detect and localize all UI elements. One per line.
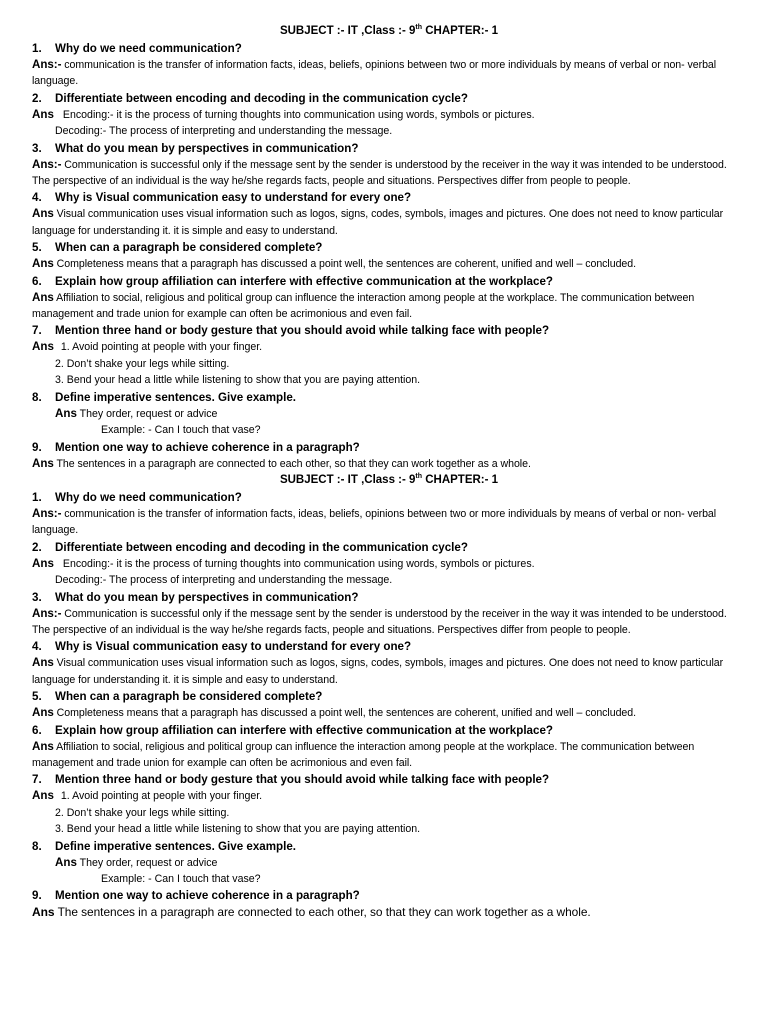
answer-5: Ans Completeness means that a paragraph has discussed a point well, the sentences are coherent, unified and well – concluded. bbox=[32, 257, 636, 271]
question-2: 2. Differentiate between encoding and decoding in the communication cycle? bbox=[32, 91, 468, 105]
question-2: 2. Differentiate between encoding and decoding in the communication cycle? bbox=[32, 540, 468, 554]
answer-7-line-3: 3. Bend your head a little while listening to show that you are paying attention. bbox=[55, 823, 421, 836]
answer-7-line-2: 2. Don’t shake your legs while sitting. bbox=[55, 357, 230, 370]
answer-2-line-1: Ans Encoding:- it is the process of turning thoughts into communication using words, symbols or pictures. bbox=[32, 556, 535, 570]
answer-1: Ans:- communication is the transfer of information facts, ideas, beliefs, opinions between two or more individuals by means of verbal or non- verbal language. bbox=[32, 506, 717, 537]
answer-3: Ans:- Communication is successful only if the message sent by the sender is understood by the receiver in the way it was intended to be understood. The perspective of an individual is the way he/she regards facts, people and situations. Perspectives differ from people to people. bbox=[32, 157, 727, 188]
question-6: 6. Explain how group affiliation can interfere with effective communication at the workplace? bbox=[32, 723, 553, 737]
question-1: 1. Why do we need communication? bbox=[32, 42, 242, 55]
document-page bbox=[32, 23, 746, 920]
answer-4: Ans Visual communication uses visual information such as logos, signs, codes, symbols, images and pictures. One does not need to know particular language for understanding it. it is simple and easy to understand. bbox=[32, 656, 724, 686]
question-5: 5. When can a paragraph be considered complete? bbox=[32, 241, 323, 255]
answer-5: Ans Completeness means that a paragraph has discussed a point well, the sentences are coherent, unified and well – concluded. bbox=[32, 706, 636, 720]
answer-2-line-2: Decoding:- The process of interpreting and understanding the message. bbox=[55, 574, 393, 587]
question-sheet-1 bbox=[32, 23, 746, 472]
answer-6: Ans Affiliation to social, religious and political group can influence the interaction among people at the workplace. The communication between management and trade union for example can often be acrimonious and even fail. bbox=[32, 739, 695, 769]
question-8: 8. Define imperative sentences. Give example. bbox=[32, 839, 297, 853]
question-9: 9. Mention one way to achieve coherence in a paragraph? bbox=[32, 440, 360, 454]
question-7: 7. Mention three hand or body gesture that you should avoid while talking face with people? bbox=[32, 773, 550, 787]
question-1: 1. Why do we need communication? bbox=[32, 490, 242, 504]
question-sheet-2 bbox=[32, 472, 746, 921]
answer-2-line-2: Decoding:- The process of interpreting and understanding the message. bbox=[55, 125, 393, 138]
answer-7-line-1: Ans 1. Avoid pointing at people with your finger. bbox=[32, 789, 263, 803]
answer-9: Ans The sentences in a paragraph are connected to each other, so that they can work together as a whole. bbox=[32, 905, 591, 920]
answer-9: Ans The sentences in a paragraph are connected to each other, so that they can work together as a whole. bbox=[32, 456, 531, 470]
answer-6: Ans Affiliation to social, religious and political group can influence the interaction among people at the workplace. The communication between management and trade union for example can often be acrimonious and even fail. bbox=[32, 290, 695, 321]
question-7: 7. Mention three hand or body gesture that you should avoid while talking face with people? bbox=[32, 324, 550, 338]
answer-1: Ans:- communication is the transfer of information facts, ideas, beliefs, opinions between two or more individuals by means of verbal or non- verbal language. bbox=[32, 58, 717, 88]
answer-7-line-3: 3. Bend your head a little while listening to show that you are paying attention. bbox=[55, 374, 421, 387]
answer-8-line-2: Example: - Can I touch that vase? bbox=[101, 424, 261, 437]
answer-4: Ans Visual communication uses visual information such as logos, signs, codes, symbols, images and pictures. One does not need to know particular language for understanding it. it is simple and easy to understand. bbox=[32, 207, 724, 237]
answer-7-line-2: 2. Don’t shake your legs while sitting. bbox=[55, 806, 230, 819]
answer-7-line-1: Ans 1. Avoid pointing at people with your finger. bbox=[32, 340, 263, 354]
question-3: 3. What do you mean by perspectives in communication? bbox=[32, 590, 359, 604]
answer-2-line-1: Ans Encoding:- it is the process of turning thoughts into communication using words, symbols or pictures. bbox=[32, 107, 535, 121]
question-9: 9. Mention one way to achieve coherence in a paragraph? bbox=[32, 889, 360, 903]
sheet-title: SUBJECT :- IT ,Class :- 9th CHAPTER:- 1 bbox=[279, 473, 499, 486]
sheet-title: SUBJECT :- IT ,Class :- 9th CHAPTER:- 1 bbox=[279, 24, 499, 37]
question-4: 4. Why is Visual communication easy to understand for every one? bbox=[32, 191, 412, 205]
question-3: 3. What do you mean by perspectives in communication? bbox=[32, 141, 359, 155]
answer-8-line-1: Ans They order, request or advice bbox=[55, 855, 218, 869]
question-4: 4. Why is Visual communication easy to understand for every one? bbox=[32, 640, 412, 654]
question-5: 5. When can a paragraph be considered complete? bbox=[32, 690, 323, 704]
question-8: 8. Define imperative sentences. Give example. bbox=[32, 390, 297, 404]
question-6: 6. Explain how group affiliation can interfere with effective communication at the workplace? bbox=[32, 274, 553, 288]
answer-3: Ans:- Communication is successful only if the message sent by the sender is understood by the receiver in the way it was intended to be understood. The perspective of an individual is the way he/she regards facts, people and situations. Perspectives differ from people to people. bbox=[32, 606, 727, 636]
answer-8-line-2: Example: - Can I touch that vase? bbox=[101, 873, 261, 885]
answer-8-line-1: Ans They order, request or advice bbox=[55, 406, 218, 420]
